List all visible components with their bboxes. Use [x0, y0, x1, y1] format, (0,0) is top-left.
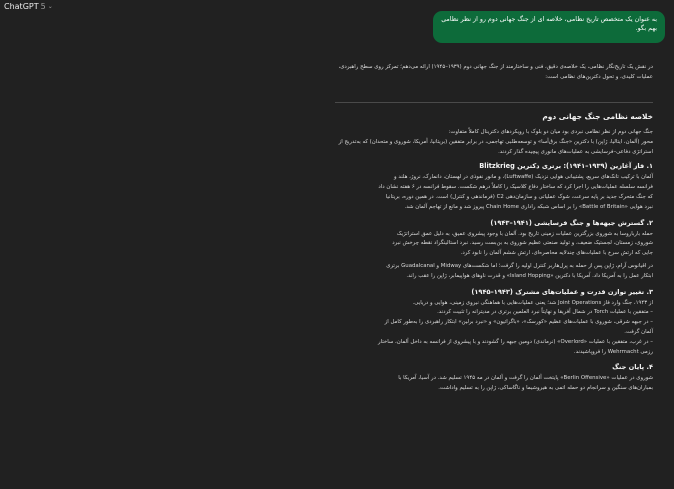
- section-3-line: رزمی Wehrmacht را فروپاشیدند.: [573, 348, 653, 355]
- section-3-line: – متفقین با عملیات Torch در شمال آفریقا و نهایتاً نبرد العلمین برتری در مدیترانه را تثبیت کردند.: [437, 309, 653, 316]
- chevron-down-icon: ⌄: [47, 3, 53, 10]
- section-1-line: فرانسه سلسله عملیات‌هایی را اجرا کرد که ساختار دفاع کلاسیک را کاملاً درهم شکست. سقوط فرانسه در ۶ هفته نشان داد: [378, 184, 653, 191]
- section-1-line: آلمان با ترکیب تانک‌های سریع، پشتیبانی هوایی نزدیک (Luftwaffe)، و مانور نفوذی در لهستان، دانمارک، نروژ، هلند و: [394, 174, 653, 181]
- section-2-line: حمله بارباروسا به شوروی بزرگترین عملیات زمینی تاریخ بود. آلمان با وجود پیشروی عمیق، به دلیل عمق استراتژیک: [396, 230, 653, 237]
- section-1-heading: ۱. فاز آغازین (۱۹۳۹–۱۹۴۱): برتری دکترین Blitzkrieg: [479, 162, 653, 171]
- section-1-line: که جنگ متحرک جدید بر پایه سرعت، شوک عملیاتی و سازمان‌دهی C2 (فرماندهی و کنترل) است. در همین دوره، بریتانیا: [385, 193, 653, 200]
- intro-paragraph: در نقش یک تاریخ‌نگار نظامی، یک خلاصه‌ی دقیق، فنی و ساختارمند از جنگ جهانی دوم (۱۹۳۹–۱۹۴۵) ارائه می‌دهم؛ تمرکز روی سطح راهبردی، عملیات کلیدی، و تحول دکترین‌های نظامی است:: [338, 64, 653, 80]
- assistant-intro: [335, 63, 653, 83]
- section-4-line: بمباران‌های سنگین و سرانجام دو حمله اتمی به هیروشیما و ناگاساکی، ژاپن را به تسلیم واداشت.: [438, 385, 653, 392]
- section-2-line: در اقیانوس آرام، ژاپن پس از حمله به پرل‌هاربر کنترل اولیه را گرفت؛ اما شکست‌های Midway و Guadalcanal برتری: [386, 262, 653, 269]
- model-version: 5: [40, 2, 46, 11]
- overview-line: جنگ جهانی دوم از نظر نظامی نبردی بود میان دو بلوک با رویکردهای دکترینال کاملاً متفاوت:: [448, 129, 653, 135]
- user-message-bubble: [433, 11, 665, 43]
- section-3-heading: ۳. تغییر توازن قدرت و عملیات‌های مشترک (۱۹۴۳–۱۹۴۵): [471, 287, 653, 296]
- overview-paragraph: محور (آلمان، ایتالیا، ژاپن) با دکترین «جنگ برق‌آسا» و توسعه‌طلبی تهاجمی، در برابر متفقین (بریتانیا، آمریکا، شوروی و متحدان) که به‌تدریج از استراتژی دفاعی–فرسایشی به عملیات‌های مانوری پیچیده گذار کردند.: [338, 138, 653, 155]
- section-3-line: آلمان گرفت.: [624, 328, 653, 335]
- user-message-text: به عنوان یک متخصص تاریخ نظامی، خلاصه ای از جنگ جهانی دوم رو از نظر نظامی بهم بگو.: [441, 16, 657, 32]
- section-3-line: از ۱۹۴۳، جنگ وارد فاز Joint Operations شد؛ یعنی عملیات‌هایی با هماهنگی نیروی زمینی، هوایی و دریایی.: [412, 299, 653, 306]
- model-selector[interactable]: [4, 2, 53, 11]
- divider: [335, 102, 653, 103]
- section-2-line: جایی که ارتش سرخ با عملیات‌های چندلایه محاصره‌ای، ارتش ششم آلمان را نابود کرد.: [460, 250, 653, 257]
- model-name: ChatGPT: [4, 2, 39, 11]
- section-1-line: نبرد هوایی «Battle of Britain» را بر اساس شبکه راداری Chain Home پیروز شد و مانع از تهاجم آلمان شد.: [404, 203, 653, 210]
- section-4-line: شوروی در عملیات «Berlin Offensive» پایتخت آلمان را گرفت و آلمان در مه ۱۹۴۵ تسلیم شد. در آسیا، آمریکا با: [398, 375, 653, 382]
- response-title: خلاصه نظامی جنگ جهانی دوم: [542, 112, 653, 121]
- section-4-heading: ۴. پایان جنگ: [612, 363, 653, 372]
- assistant-response: [335, 111, 653, 394]
- section-2-heading: ۲. گسترش جبهه‌ها و جنگ فرسایشی (۱۹۴۱–۱۹۴۳): [490, 218, 653, 227]
- section-2-line: ابتکار عمل را به آمریکا داد. آمریکا با دکترین «Island Hopping» و قدرت ناوهای هواپیمابر، ژاپن را عقب راند.: [406, 272, 653, 279]
- section-3-line: – در جبهه شرقی، شوروی با عملیات‌های عظیم «کورسک»، «باگراتیون» و «نبرد برلین» ابتکار راهبردی را به‌طور کامل از: [384, 319, 653, 326]
- section-3-line: – در غرب، متفقین با عملیات «Overlord» (نرماندی) دومین جبهه را گشودند و با پیشروی از فرانسه به داخل آلمان، ساختار: [377, 338, 653, 345]
- section-2-line: شوروی، زمستان، لجستیک ضعیف، و تولید صنعتی عظیم شوروی به بن‌بست رسید. نبرد استالینگراد نقطه چرخش نبرد: [392, 240, 653, 247]
